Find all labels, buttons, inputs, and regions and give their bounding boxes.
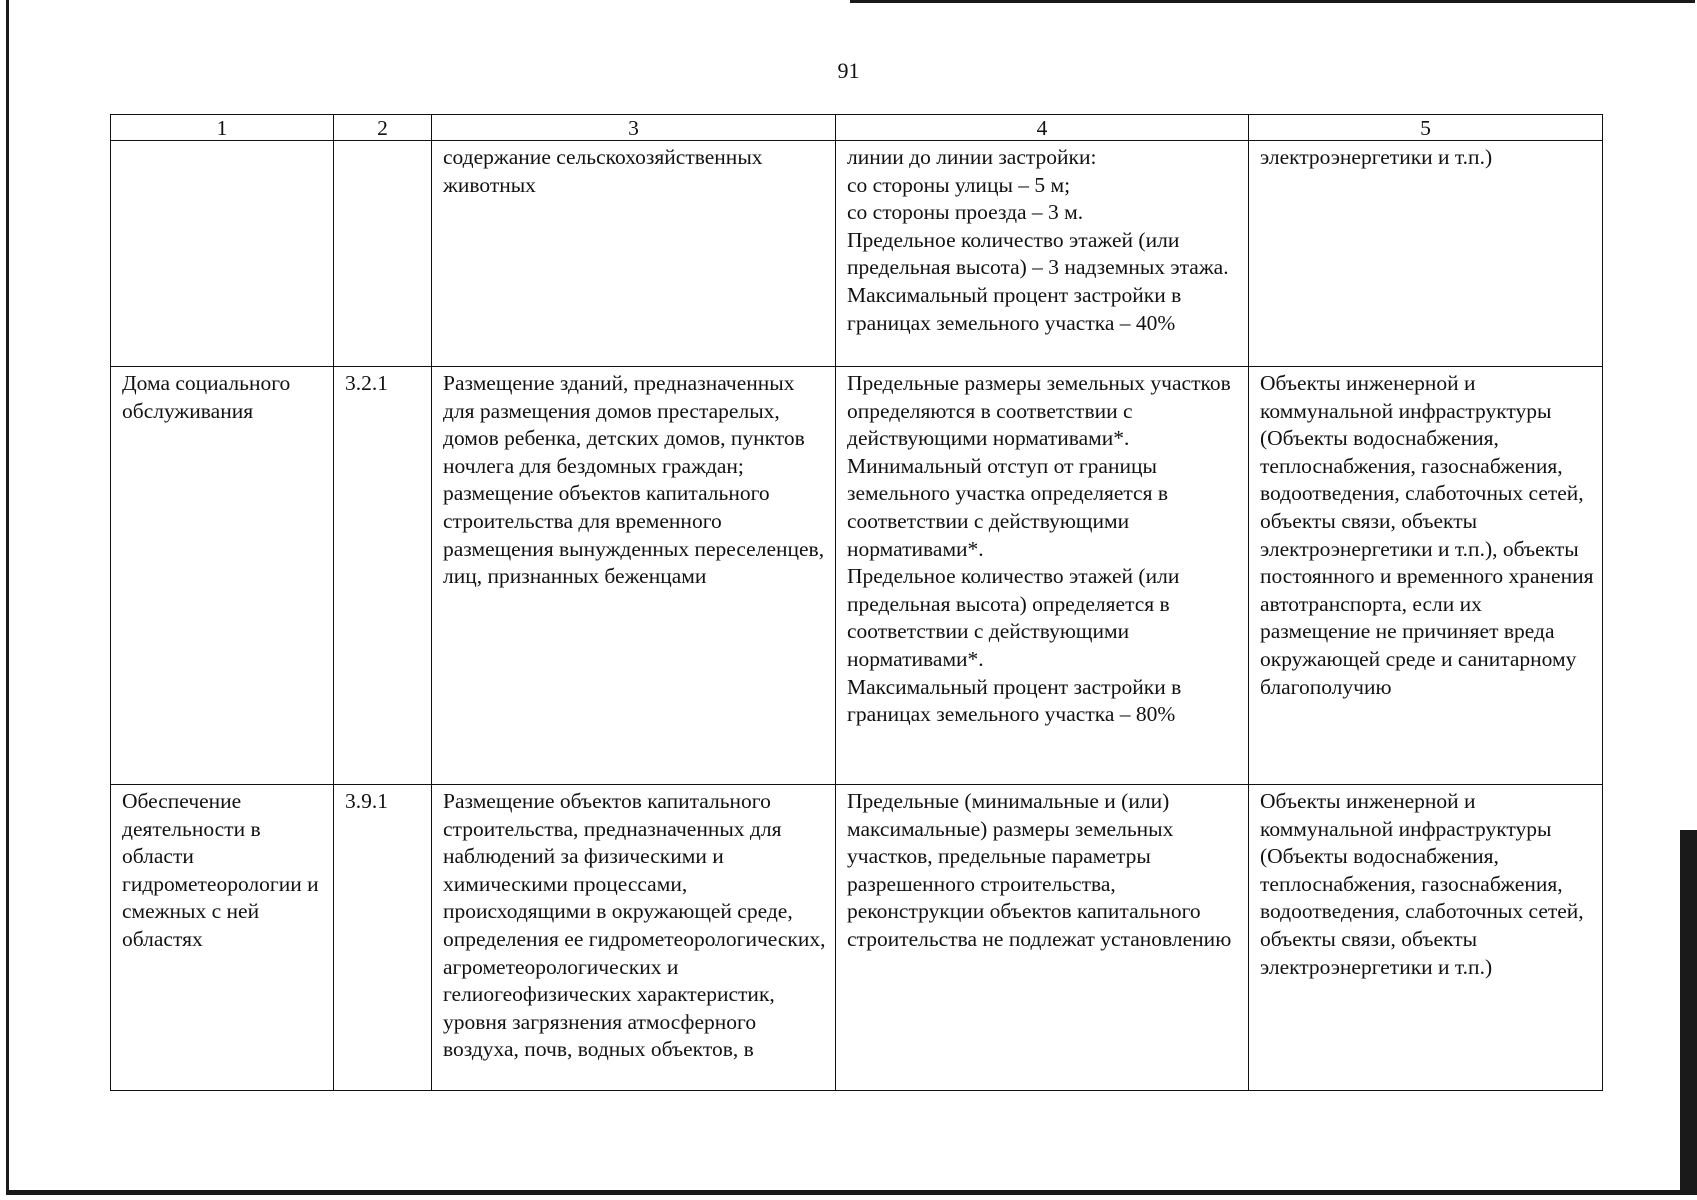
auxiliary-uses-cell: электроэнергетики и т.п.)	[1249, 141, 1603, 367]
column-header-2: 2	[334, 115, 432, 141]
use-description-cell: Размещение зданий, предназначенных для размещения домов престарелых, домов ребенка, детских домов, пунктов ночлега для бездомных граждан; размещение объектов капитального строительства для временного размещения вынужденных переселенцев, лиц, признанных беженцами	[432, 367, 836, 785]
scan-edge-top	[850, 0, 1695, 3]
table-row	[111, 367, 1603, 785]
use-parameters-cell: Предельные (минимальные и (или) максимальные) размеры земельных участков, предельные параметры разрешенного строительства, реконструкции объектов капитального строительства не подлежат установлению	[836, 785, 1249, 1091]
use-parameters-cell: Предельные размеры земельных участков определяются в соответствии с действующими нормативами*. Минимальный отступ от границы земельного участка определяется в соответствии с действующими нормативами*. Предельное количество этажей (или предельная высота) определяется в соответствии с действующими нормативами*. Максимальный процент застройки в границах земельного участка – 80%	[836, 367, 1249, 785]
use-parameters-cell: линии до линии застройки: со стороны улицы – 5 м; со стороны проезда – 3 м. Предельное количество этажей (или предельная высота) – 3 надземных этажа. Максимальный процент застройки в границах земельного участка – 40%	[836, 141, 1249, 367]
use-code-cell: 3.2.1	[334, 367, 432, 785]
use-description-cell: Размещение объектов капитального строительства, предназначенных для наблюдений за физическими и химическими процессами, происходящими в окружающей среде, определения ее гидрометеорологических, агрометеорологических и гелиогеофизических характеристик, уровня загрязнения атмосферного воздуха, почв, водных объектов, в	[432, 785, 836, 1091]
use-name-cell: Обеспечение деятельности в области гидрометеорологии и смежных с ней областях	[111, 785, 334, 1091]
use-code-cell	[334, 141, 432, 367]
use-code-cell: 3.9.1	[334, 785, 432, 1091]
use-name-cell: Дома социального обслуживания	[111, 367, 334, 785]
table-row	[111, 785, 1603, 1091]
scan-edge-left	[6, 0, 9, 1190]
auxiliary-uses-cell: Объекты инженерной и коммунальной инфраструктуры (Объекты водоснабжения, теплоснабжения, газоснабжения, водоотведения, слаботочных сетей, объекты связи, объекты электроэнергетики и т.п.), объекты постоянного и временного хранения автотранспорта, если их размещение не причиняет вреда окружающей среде и санитарному благополучию	[1249, 367, 1603, 785]
auxiliary-uses-cell: Объекты инженерной и коммунальной инфраструктуры (Объекты водоснабжения, теплоснабжения, газоснабжения, водоотведения, слаботочных сетей, объекты связи, объекты электроэнергетики и т.п.)	[1249, 785, 1603, 1091]
use-name-cell	[111, 141, 334, 367]
page-number: 91	[837, 58, 860, 83]
table-header-row	[111, 115, 1603, 141]
column-header-1: 1	[111, 115, 334, 141]
scan-edge-right	[1680, 830, 1697, 1192]
use-description-cell: содержание сельскохозяйственных животных	[432, 141, 836, 367]
table-row	[111, 141, 1603, 367]
land-use-table	[110, 114, 1603, 1091]
column-header-3: 3	[432, 115, 836, 141]
column-header-5: 5	[1249, 115, 1603, 141]
column-header-4: 4	[836, 115, 1249, 141]
scan-edge-bottom	[6, 1190, 1697, 1195]
